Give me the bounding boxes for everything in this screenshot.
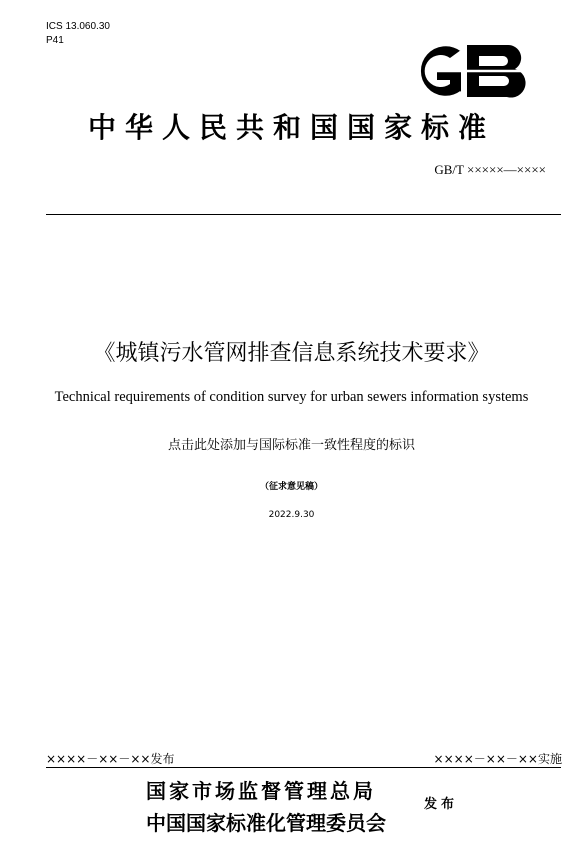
national-standard-title: 中华人民共和国国家标准: [87, 111, 495, 144]
document-title-chinese: 《城镇污水管网排查信息系统技术要求》: [93, 341, 490, 366]
ccs-code: P41: [46, 35, 64, 46]
ics-code: ICS 13.060.30: [46, 21, 110, 32]
draft-status: （征求意见稿）: [259, 482, 323, 492]
gb-logo: [403, 40, 531, 102]
draft-date: 2022.9.30: [268, 510, 315, 520]
classification-codes: [46, 20, 110, 48]
header-divider: [46, 214, 561, 215]
implementation-date: ××××－××－××实施: [433, 752, 562, 766]
publish-label: 发布: [424, 797, 459, 812]
consistency-note[interactable]: 点击此处添加与国际标准一致性程度的标识: [167, 438, 415, 453]
issuer-sac: 中国国家标准化管理委员会: [146, 811, 386, 835]
footer-divider: [46, 767, 561, 768]
issue-date: ××××－××－××发布: [46, 752, 175, 766]
document-title-english: Technical requirements of condition survey for urban sewers information systems: [54, 389, 529, 405]
standard-number: GB/T ×××××—××××: [434, 162, 546, 177]
issuer-samr: 国家市场监督管理总局: [146, 779, 376, 803]
